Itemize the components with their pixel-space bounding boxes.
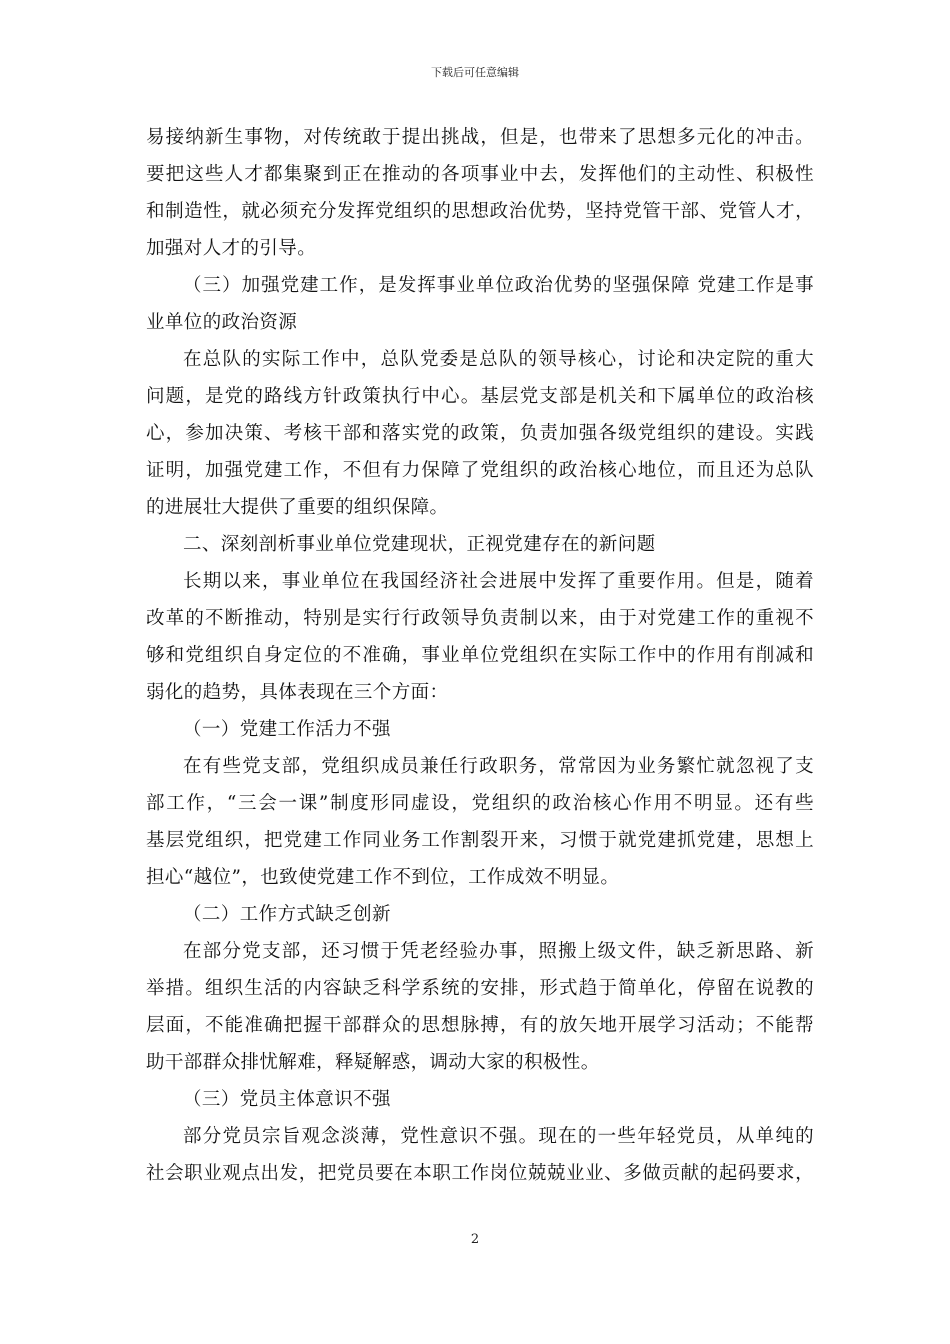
- text-line: 够和党组织自身定位的不准确，事业单位党组织在实际工作中的作用有削减和: [146, 645, 814, 666]
- section-heading: 二、深刻剖析事业单位党建现状，正视党建存在的新问题: [183, 534, 656, 555]
- text-line: 举措。组织生活的内容缺乏科学系统的安排，形式趋于简单化，停留在说教的: [146, 978, 814, 999]
- section-heading: （二）工作方式缺乏创新: [183, 904, 391, 925]
- text-line: 社会职业观点出发，把党员要在本职工作岗位兢兢业业、多做贡献的起码要求，: [146, 1163, 814, 1184]
- text-line: 在总队的实际工作中，总队党委是总队的领导核心，讨论和决定院的重大: [183, 349, 814, 370]
- text-line: 弱化的趋势，具体表现在三个方面：: [146, 682, 449, 703]
- text-line: 改革的不断推动，特别是实行行政领导负责制以来，由于对党建工作的重视不: [146, 608, 814, 629]
- page-number: 2: [470, 1232, 480, 1247]
- text-line: 助干部群众排忧解难，释疑解惑，调动大家的积极性。: [146, 1052, 600, 1073]
- section-heading: 业单位的政治资源: [146, 312, 298, 333]
- text-line: 加强对人才的引导。: [146, 238, 317, 259]
- text-line: 长期以来，事业单位在我国经济社会进展中发挥了重要作用。但是，随着: [183, 571, 814, 592]
- text-line: 证明，加强党建工作，不但有力保障了党组织的政治核心地位，而且还为总队: [146, 460, 814, 481]
- section-heading: （三）党员主体意识不强: [183, 1089, 391, 1110]
- header-note: 下载后可任意编辑: [431, 66, 519, 79]
- text-line: 部分党员宗旨观念淡薄，党性意识不强。现在的一些年轻党员，从单纯的: [183, 1126, 814, 1147]
- text-line: 和制造性，就必须充分发挥党组织的思想政治优势，坚持党管干部、党管人才，: [146, 201, 814, 222]
- text-line: 要把这些人才都集聚到正在推动的各项事业中去，发挥他们的主动性、积极性: [146, 164, 814, 185]
- text-line: 层面，不能准确把握干部群众的思想脉搏，有的放矢地开展学习活动；不能帮: [146, 1015, 814, 1036]
- text-line: 问题，是党的路线方针政策执行中心。基层党支部是机关和下属单位的政治核: [146, 386, 814, 407]
- section-heading: （三）加强党建工作，是发挥事业单位政治优势的坚强保障 党建工作是事: [183, 275, 814, 296]
- section-heading: （一）党建工作活力不强: [183, 719, 391, 740]
- text-line: 在部分党支部，还习惯于凭老经验办事，照搬上级文件，缺乏新思路、新: [183, 941, 814, 962]
- document-body: [146, 119, 814, 1192]
- text-line: 在有些党支部，党组织成员兼任行政职务，常常因为业务繁忙就忽视了支: [183, 756, 814, 777]
- text-line: 易接纳新生事物，对传统敢于提出挑战，但是，也带来了思想多元化的冲击。: [146, 127, 814, 148]
- text-line: 心，参加决策、考核干部和落实党的政策，负责加强各级党组织的建设。实践: [146, 423, 814, 444]
- text-line: 基层党组织，把党建工作同业务工作割裂开来，习惯于就党建抓党建，思想上: [146, 830, 814, 851]
- text-line: 部工作，“三会一课”制度形同虚设，党组织的政治核心作用不明显。还有些: [146, 793, 814, 814]
- text-line: 的进展壮大提供了重要的组织保障。: [146, 497, 449, 518]
- text-line: 担心“越位”，也致使党建工作不到位，工作成效不明显。: [146, 867, 620, 888]
